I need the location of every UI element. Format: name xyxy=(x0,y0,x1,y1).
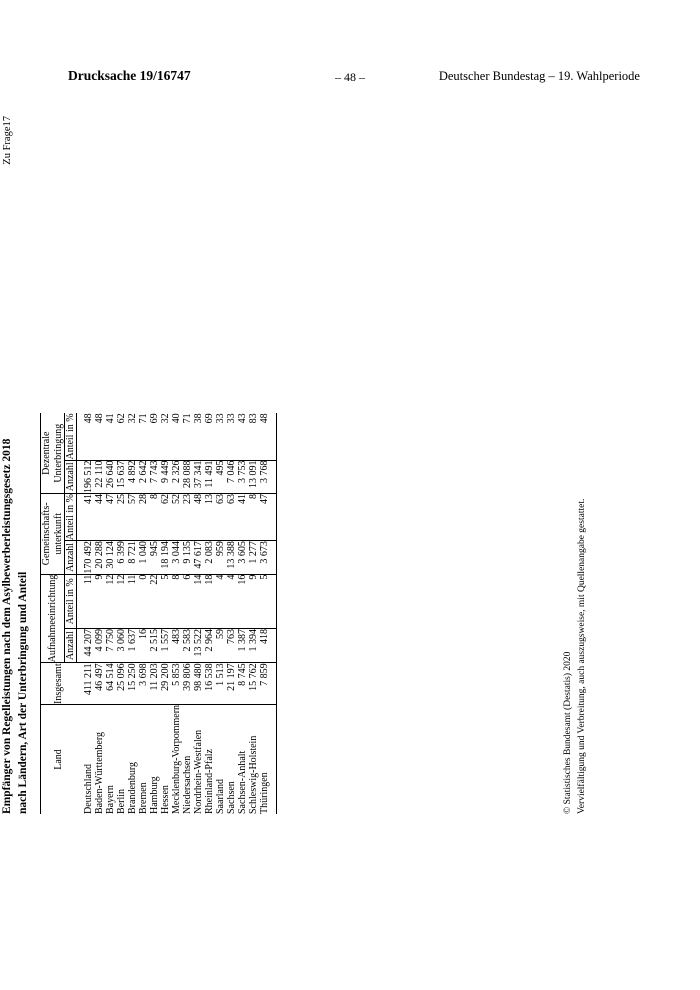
cell-insgesamt: 11 203 xyxy=(149,663,160,705)
cell-gem-anzahl: 6 399 xyxy=(116,541,127,575)
cell-gem-anzahl: 47 617 xyxy=(193,541,204,575)
cell-gem-anteil: 63 xyxy=(215,494,226,541)
cell-gem-anzahl: 3 605 xyxy=(237,541,248,575)
cell-gem-anzahl: 1 277 xyxy=(248,541,259,575)
cell-gem-anzahl: 959 xyxy=(215,541,226,575)
col-header-aufn-anteil: Anteil in % xyxy=(65,574,77,628)
col-group-dezentrale-unterbringung xyxy=(41,413,65,493)
cell-dez-anteil: 32 xyxy=(127,413,138,460)
table-row xyxy=(77,413,95,814)
cell-gem-anzahl: 20 288 xyxy=(94,541,105,575)
cell-dez-anteil: 38 xyxy=(193,413,204,460)
statistics-table xyxy=(40,413,277,814)
cell-aufn-anteil: 5 xyxy=(160,574,171,628)
cell-dez-anteil: 48 xyxy=(77,413,95,460)
cell-aufn-anzahl: 2 964 xyxy=(204,628,215,662)
cell-dez-anteil: 48 xyxy=(259,413,277,460)
table-row xyxy=(226,413,237,814)
cell-dez-anzahl: 22 110 xyxy=(94,460,105,494)
cell-insgesamt: 29 200 xyxy=(160,663,171,705)
cell-aufn-anzahl: 1 557 xyxy=(160,628,171,662)
cell-dez-anzahl: 28 088 xyxy=(182,460,193,494)
cell-land: Schleswig-Holstein xyxy=(248,735,259,814)
cell-dez-anteil: 48 xyxy=(94,413,105,460)
cell-dez-anzahl: 3 768 xyxy=(259,460,277,494)
rotated-content xyxy=(0,108,594,820)
cell-aufn-anteil: 6 xyxy=(182,574,193,628)
cell-dez-anteil: 40 xyxy=(171,413,182,460)
cell-gem-anteil: 48 xyxy=(193,494,204,541)
cell-land: Rheinland-Pfalz xyxy=(204,749,215,814)
cell-aufn-anzahl: 1 637 xyxy=(127,628,138,662)
cell-land: Deutschland xyxy=(82,764,94,814)
cell-insgesamt: 21 197 xyxy=(226,663,237,705)
cell-gem-anzahl: 3 673 xyxy=(259,541,277,575)
col-header-aufn-anzahl: Anzahl xyxy=(65,628,77,662)
cell-aufn-anteil: 12 xyxy=(105,574,116,628)
cell-aufn-anzahl: 44 207 xyxy=(77,628,95,662)
cell-land: Sachsen-Anhalt xyxy=(237,750,248,814)
col-group-dezentral-line2: Unterbringung xyxy=(52,423,64,483)
cell-aufn-anzahl: 418 xyxy=(259,628,277,662)
cell-dez-anteil: 83 xyxy=(248,413,259,460)
cell-aufn-anzahl: 4 099 xyxy=(94,628,105,662)
table-row xyxy=(193,413,204,814)
cell-aufn-anzahl: 1 394 xyxy=(248,628,259,662)
cell-dez-anteil: 69 xyxy=(204,413,215,460)
table-row xyxy=(215,413,226,814)
cell-gem-anzahl: 2 083 xyxy=(204,541,215,575)
cell-dez-anzahl: 4 892 xyxy=(127,460,138,494)
table-group-header-row xyxy=(41,413,65,814)
cell-aufn-anzahl: 1 387 xyxy=(237,628,248,662)
cell-dez-anteil: 33 xyxy=(215,413,226,460)
cell-aufn-anteil: 4 xyxy=(226,574,237,628)
cell-aufn-anzahl: 7 750 xyxy=(105,628,116,662)
col-header-dez-anteil: Anteil in % xyxy=(65,413,76,460)
cell-dez-anteil: 33 xyxy=(226,413,237,460)
cell-gem-anteil: 28 xyxy=(138,494,149,541)
cell-dez-anzahl: 2 642 xyxy=(138,460,149,494)
header-parliament: Deutscher Bundestag – 19. Wahlperiode xyxy=(438,69,640,83)
cell-insgesamt: 46 497 xyxy=(94,663,105,705)
cell-aufn-anzahl: 763 xyxy=(226,628,237,662)
drucksache-label: Drucksache xyxy=(68,68,137,83)
cell-dez-anzahl: 7 046 xyxy=(226,460,237,494)
cell-gem-anteil: 44 xyxy=(94,494,105,541)
cell-aufn-anteil: 11 xyxy=(127,574,138,628)
cell-land: Bremen xyxy=(138,782,149,814)
col-group-gemeinschaftsunterkunft xyxy=(41,494,65,575)
cell-land: Nordrhein-Westfalen xyxy=(193,729,204,814)
cell-aufn-anteil: 9 xyxy=(248,574,259,628)
table-row xyxy=(259,413,277,814)
col-header-land: Land xyxy=(41,704,77,814)
cell-gem-anteil: 41 xyxy=(77,494,95,541)
cell-land: Baden-Württemberg xyxy=(94,731,105,814)
cell-aufn-anzahl: 3 060 xyxy=(116,628,127,662)
page-number: – 48 – xyxy=(335,70,365,84)
table-row xyxy=(182,413,193,814)
cell-aufn-anzahl: 59 xyxy=(215,628,226,662)
col-header-dez-anzahl: Anzahl xyxy=(65,460,77,494)
cell-insgesamt: 8 745 xyxy=(237,663,248,705)
cell-gem-anteil: 62 xyxy=(160,494,171,541)
cell-dez-anzahl: 9 449 xyxy=(160,460,171,494)
cell-aufn-anteil: 14 xyxy=(193,574,204,628)
cell-gem-anteil: 63 xyxy=(226,494,237,541)
cell-aufn-anteil: 9 xyxy=(94,574,105,628)
cell-aufn-anzahl: 16 xyxy=(138,628,149,662)
cell-gem-anzahl: 8 721 xyxy=(127,541,138,575)
cell-land: Hessen xyxy=(160,785,171,814)
cell-dez-anzahl: 11 491 xyxy=(204,460,215,494)
cell-insgesamt: 1 513 xyxy=(215,663,226,705)
cell-dez-anzahl: 7 743 xyxy=(149,460,160,494)
cell-aufn-anteil: 4 xyxy=(215,574,226,628)
cell-land: Saarland xyxy=(215,779,226,814)
drucksache-number: 19/16747 xyxy=(139,68,191,83)
cell-dez-anzahl: 3 753 xyxy=(237,460,248,494)
cell-dez-anzahl: 196 512 xyxy=(77,460,95,494)
cell-gem-anteil: 52 xyxy=(171,494,182,541)
cell-dez-anteil: 69 xyxy=(149,413,160,460)
table-title-line2: nach Ländern, Art der Unterbringung und Anteil xyxy=(16,571,29,814)
cell-gem-anzahl: 30 124 xyxy=(105,541,116,575)
cell-aufn-anteil: 16 xyxy=(237,574,248,628)
cell-gem-anzahl: 170 492 xyxy=(77,541,95,575)
footnote-copyright: © Statistisches Bundesamt (Destatis) 2020 xyxy=(563,651,574,814)
table-row xyxy=(160,413,171,814)
table-body xyxy=(77,413,277,814)
cell-gem-anteil: 57 xyxy=(127,494,138,541)
table-head xyxy=(41,413,77,814)
cell-dez-anteil: 71 xyxy=(138,413,149,460)
cell-gem-anzahl: 1 040 xyxy=(138,541,149,575)
cell-insgesamt: 25 096 xyxy=(116,663,127,705)
table-row xyxy=(105,413,116,814)
cell-land: Brandenburg xyxy=(127,761,138,814)
cell-dez-anzahl: 2 326 xyxy=(171,460,182,494)
cell-dez-anteil: 41 xyxy=(105,413,116,460)
table-row xyxy=(204,413,215,814)
cell-aufn-anzahl: 2 515 xyxy=(149,628,160,662)
cell-aufn-anteil: 5 xyxy=(259,574,277,628)
cell-aufn-anteil: 22 xyxy=(149,574,160,628)
cell-insgesamt: 5 853 xyxy=(171,663,182,705)
cell-insgesamt: 7 859 xyxy=(259,663,277,705)
question-reference: Zu Frage17 xyxy=(2,116,13,165)
table-row xyxy=(149,413,160,814)
cell-dez-anteil: 32 xyxy=(160,413,171,460)
cell-insgesamt: 39 806 xyxy=(182,663,193,705)
cell-gem-anteil: 47 xyxy=(105,494,116,541)
cell-insgesamt: 15 762 xyxy=(248,663,259,705)
cell-dez-anteil: 62 xyxy=(116,413,127,460)
cell-dez-anteil: 43 xyxy=(237,413,248,460)
table-row xyxy=(116,413,127,814)
cell-dez-anzahl: 37 341 xyxy=(193,460,204,494)
cell-insgesamt: 3 698 xyxy=(138,663,149,705)
cell-dez-anzahl: 13 091 xyxy=(248,460,259,494)
cell-land: Thüringen xyxy=(259,704,277,814)
cell-gem-anzahl: 9 135 xyxy=(182,541,193,575)
cell-gem-anteil: 25 xyxy=(116,494,127,541)
cell-gem-anteil: 23 xyxy=(182,494,193,541)
cell-aufn-anteil: 0 xyxy=(138,574,149,628)
col-group-gemeinschaft-line2: unterkunft xyxy=(52,513,64,555)
col-group-aufnahmeeinrichtung: Aufnahmeeinrichtung xyxy=(41,574,65,663)
cell-gem-anteil: 41 xyxy=(237,494,248,541)
cell-insgesamt: 64 514 xyxy=(105,663,116,705)
table-row xyxy=(171,413,182,814)
cell-insgesamt: 15 250 xyxy=(127,663,138,705)
table-row xyxy=(248,413,259,814)
cell-insgesamt: 98 480 xyxy=(193,663,204,705)
cell-land: Sachsen xyxy=(226,781,237,814)
cell-dez-anzahl: 15 637 xyxy=(116,460,127,494)
cell-land: Mecklenburg-Vorpommern xyxy=(171,704,182,814)
cell-gem-anzahl: 13 388 xyxy=(226,541,237,575)
cell-aufn-anteil: 12 xyxy=(116,574,127,628)
table-row xyxy=(94,413,105,814)
cell-aufn-anzahl: 2 583 xyxy=(182,628,193,662)
cell-insgesamt: 16 538 xyxy=(204,663,215,705)
cell-gem-anteil: 8 xyxy=(149,494,160,541)
col-header-gem-anteil: Anteil in % xyxy=(65,494,76,541)
cell-gem-anteil: 8 xyxy=(248,494,259,541)
table-footnote xyxy=(562,499,590,814)
cell-land: Niedersachsen xyxy=(182,755,193,814)
cell-land: Berlin xyxy=(116,789,127,814)
cell-aufn-anzahl: 483 xyxy=(171,628,182,662)
table-row xyxy=(237,413,248,814)
footnote-usage: Vervielfältigung und Verbreitung, auch auszugsweise, mit Quellenangabe gestattet. xyxy=(577,498,588,814)
cell-gem-anzahl: 18 194 xyxy=(160,541,171,575)
cell-aufn-anzahl: 13 522 xyxy=(193,628,204,662)
table-row xyxy=(138,413,149,814)
table-title-line1: Empfänger von Regelleistungen nach dem Asylbewerberleistungsgesetz 2018 xyxy=(1,438,13,814)
col-header-gem-anzahl: Anzahl xyxy=(65,541,77,575)
table-row xyxy=(127,413,138,814)
cell-gem-anteil: 47 xyxy=(259,494,277,541)
cell-aufn-anteil: 18 xyxy=(204,574,215,628)
cell-land: Bayern xyxy=(105,785,116,814)
col-header-insgesamt: Insgesamt xyxy=(41,663,77,705)
cell-gem-anteil: 13 xyxy=(204,494,215,541)
col-group-dezentral-line1: Dezentrale xyxy=(41,431,52,475)
col-group-gemeinschaft-line1: Gemeinschafts- xyxy=(41,502,52,566)
cell-dez-anteil: 71 xyxy=(182,413,193,460)
cell-dez-anzahl: 26 640 xyxy=(105,460,116,494)
cell-insgesamt: 411 211 xyxy=(77,663,95,705)
table-title xyxy=(0,439,31,814)
cell-dez-anzahl: 495 xyxy=(215,460,226,494)
cell-gem-anzahl: 3 044 xyxy=(171,541,182,575)
cell-aufn-anteil: 11 xyxy=(77,574,95,628)
cell-land: Hamburg xyxy=(149,776,160,814)
cell-aufn-anteil: 8 xyxy=(171,574,182,628)
cell-gem-anzahl: 945 xyxy=(149,541,160,575)
